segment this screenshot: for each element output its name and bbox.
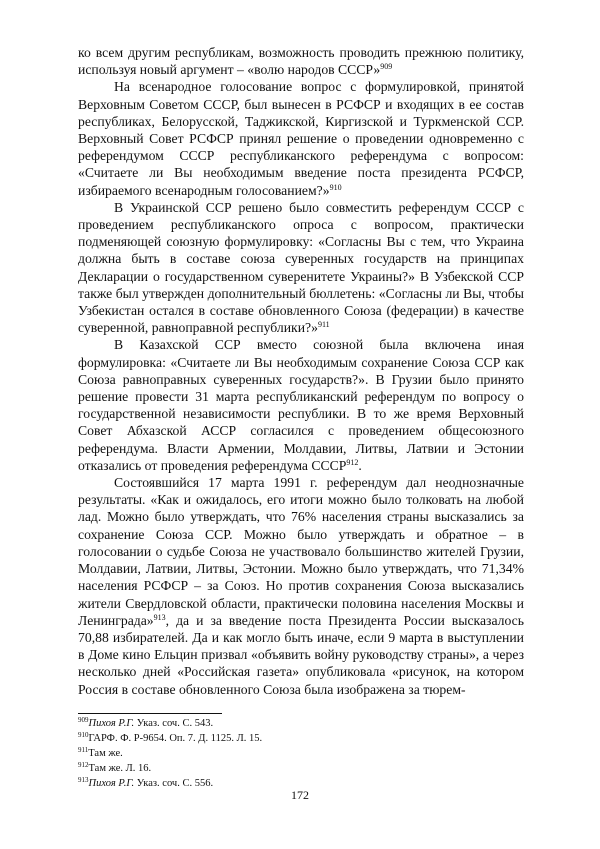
footnote-divider [78, 713, 222, 714]
footnotes [78, 716, 524, 791]
paragraph: Состоявшийся 17 марта 1991 г. референдум дал неоднозначные результаты. «Как и ожидалось, его итоги можно было толковать на любой лад. Можно было утверждать, что 76% населения страны высказались за сохранение Союза ССР. Можно было утверждать и обратное – в голосовании о судьбе Союза не участвовало большинство жителей Грузии, Молдавии, Латвии, Литвы, Эстонии. Можно было утверждать, что 71,34% населения РСФСР – за Союз. Но против сохранения Союза высказались жители Свердловской области, практически половина населения Москвы и Ленинграда»$^{913}$, да и за введение поста Президента России высказалось 70,88 избирателей. Да и как могло быть иначе, если 9 марта в выступлении в Доме кино Ельцин призвал «объявить войну руководству страны», а через несколько дней «Российская газета» опубликовала «рисунок, на котором Россия в составе обновленного Союза была изображена за тюрем- [78, 475, 524, 697]
footnote-ref: 910 [329, 182, 342, 192]
footnote: $^{909}$Пихоя Р.Г. Указ. соч. С. 543. [78, 716, 214, 729]
page-number: 172 [291, 788, 309, 802]
footnote-ref: 909 [380, 62, 393, 72]
paragraph: В Украинской ССР решено было совместить референдум СССР с проведением республиканского опроса с вопросом, практически подменяющей союзную формулировку: «Согласны Вы с тем, что Украина должна быть в составе союза суверенных государств на принципах Декларации о государственном суверенитете Украины?» В Узбекской ССР также был утвержден дополнительный бюллетень: «Согласны ли Вы, чтобы Узбекистан остался в составе обновленного Союза (федерации) в качестве суверенной, равноправной республики?»$^{911}$ [78, 199, 524, 336]
footnote-ref: 911 [317, 320, 330, 330]
footnote: $^{912}$Там же. Л. 16. [78, 761, 152, 774]
paragraph: ко всем другим республикам, возможность проводить прежнюю политику, используя новый аргумент – «волю народов СССР»$^{909}$ [78, 45, 524, 78]
paragraph: На всенародное голосование вопрос с формулировкой, принятой Верховным Советом СССР, был вынесен в РСФСР и входящих в ее состав республиках, Белорусской, Таджикской, Киргизской и Туркменской ССР. Верховный Совет РСФСР принял решение о проведении одновременно с референдумом СССР республиканского референдума с вопросом: «Считаете ли Вы необходимым введение поста президента РСФСР, избираемого всенародным голосованием?»$^{910}$ [78, 79, 524, 198]
footnote: $^{911}$Там же. [78, 746, 123, 759]
footnote-ref: 912 [346, 457, 359, 467]
footnote: $^{913}$Пихоя Р.Г. Указ. соч. С. 556. [78, 776, 214, 789]
paragraph: В Казахской ССР вместо союзной была включена иная формулировка: «Считаете ли Вы необходимым сохранение Союза ССР как Союза равноправных суверенных государств?». В Грузии было принято решение провести 31 марта республиканский референдум по вопросу о государственной независимости республики. В то же время Верховный Совет Абхазской АССР согласился с проведением общесоюзного референдума. Власти Армении, Молдавии, Литвы, Латвии и Эстонии отказались от проведения референдума СССР$^{912}$. [78, 337, 524, 473]
main-text [78, 44, 524, 698]
footnote: $^{910}$ГАРФ. Ф. Р-9654. Оп. 7. Д. 1125. Л. 15. [78, 731, 263, 744]
footnote-ref: 913 [153, 612, 166, 622]
